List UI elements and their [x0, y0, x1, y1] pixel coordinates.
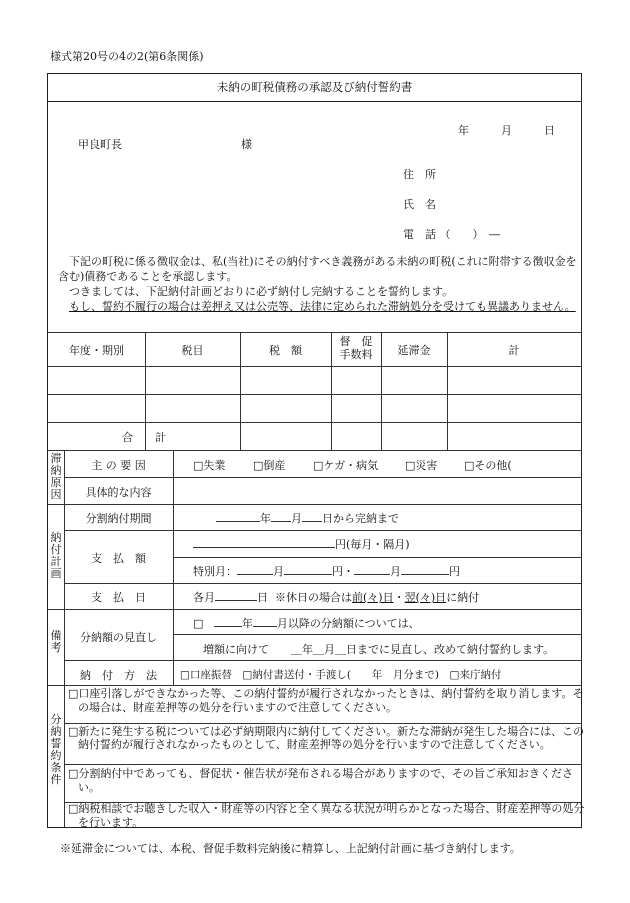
col-header-total: 計 [508, 344, 520, 357]
body-paragraph-2: つきましては、下記納付計画どおりに必ず納付し完納することを誓約します。 [69, 285, 454, 298]
condition-2: □新たに発生する税については必ず納期限内に納付してください。新たな滞納が発生した場合には、この納付誓約が履行されなかったものとして、財産差押等の処分を行いますので注意してください。 [68, 725, 585, 751]
cause-option-unemployment[interactable]: □失業 [193, 459, 226, 472]
regular-amount-value: 円(毎月・隔月) [193, 536, 410, 552]
cause-option-other[interactable]: □その他( [464, 459, 512, 472]
amount-review-label: 分納額の見直し [80, 631, 157, 644]
section-delinquency-cause: 滞納原因 [50, 452, 62, 501]
body-paragraph-1: 下記の町税に係る徴収金は、私(当社)にその納付すべき義務がある未納の町税(これに附帯する徴収金を含む)債務であることを承認します。 [58, 255, 577, 283]
date-year: 年 [458, 124, 469, 137]
payment-amount-label: 支 払 額 [91, 552, 146, 565]
installment-period-label: 分割納付期間 [85, 512, 152, 525]
col-header-tax-amount: 税 額 [269, 344, 302, 357]
condition-3: □分割納付中であっても、督促状・催告状が発布される場合がありますので、その旨ご承知おきください。 [68, 767, 574, 794]
applicant-phone-label: 電 話 （ ） ― [403, 228, 500, 241]
addressee-name: 甲良町長 [78, 138, 122, 151]
col-header-period: 年度・期別 [69, 344, 124, 357]
cause-option-disaster[interactable]: □災害 [405, 459, 438, 472]
section-payment-plan: 納付計画 [50, 531, 62, 580]
payment-day-label: 支 払 日 [91, 591, 146, 604]
section-pledge-conditions: 分納誓約条件 [50, 713, 62, 786]
main-cause-label: 主 の 要 因 [91, 459, 146, 472]
review-line-2: 増額に向けて ＿年＿月＿日までに見直し、改めて納付誓約します。 [203, 643, 555, 656]
condition-1: □口座引落しができなかった等、この納付誓約が履行されなかったときは、納付誓約を取り消します。その場合は、財産差押等の処分を行いますので注意してください。 [68, 687, 584, 714]
review-line-1: □ 年 月以降の分納額については、 [193, 617, 420, 630]
col-header-late-fee: 延滞金 [397, 344, 431, 357]
applicant-name-label: 氏 名 [403, 198, 436, 211]
section-remarks: 備考 [50, 629, 62, 654]
footnote: ※延滞金については、本税、督促手数料完納後に精算し、上記納付計画に基づき納付します。 [60, 842, 521, 855]
payment-method-label: 納 付 方 法 [80, 669, 157, 682]
payment-day-value: 各月 日 ※休日の場合は前(々)日・翌(々)日に納付 [193, 591, 480, 604]
pledge-form [47, 73, 585, 829]
applicant-address-label: 住 所 [403, 168, 436, 181]
cause-option-injury-illness[interactable]: □ケガ・病気 [313, 459, 379, 472]
total-row-label: 合 計 [122, 431, 166, 444]
detail-label: 具体的な内容 [85, 486, 152, 499]
date-day: 日 [544, 124, 555, 137]
date-month: 月 [501, 124, 512, 137]
condition-4: □納税相談でお聴きした収入・財産等の内容と全く異なる状況が明らかとなった場合、財産差押等の処分を行います。 [68, 802, 585, 829]
form-title: 未納の町税債務の承認及び納付誓約書 [48, 74, 581, 102]
special-month-value: 特別月： 月 円・ 月 円 [193, 565, 460, 578]
form-label: 様式第20号の4の2(第6条関係) [50, 50, 204, 63]
addressee-honorific: 様 [241, 138, 252, 151]
col-header-tax-item: 税目 [181, 344, 204, 357]
col-header-reminder-fee: 督 促 手数料 [339, 335, 373, 361]
installment-period-value: 年 月 日から完納まで [216, 510, 399, 526]
cause-option-bankruptcy[interactable]: □倒産 [253, 459, 286, 472]
payment-method-options[interactable]: □口座振替 □納付書送付・手渡し( 年 月分まで) □来庁納付 [180, 669, 502, 681]
body-paragraph-3: もし、誓約不履行の場合は差押え又は公売等、法律に定められた滞納処分を受けても異議ありません。 [69, 300, 576, 313]
